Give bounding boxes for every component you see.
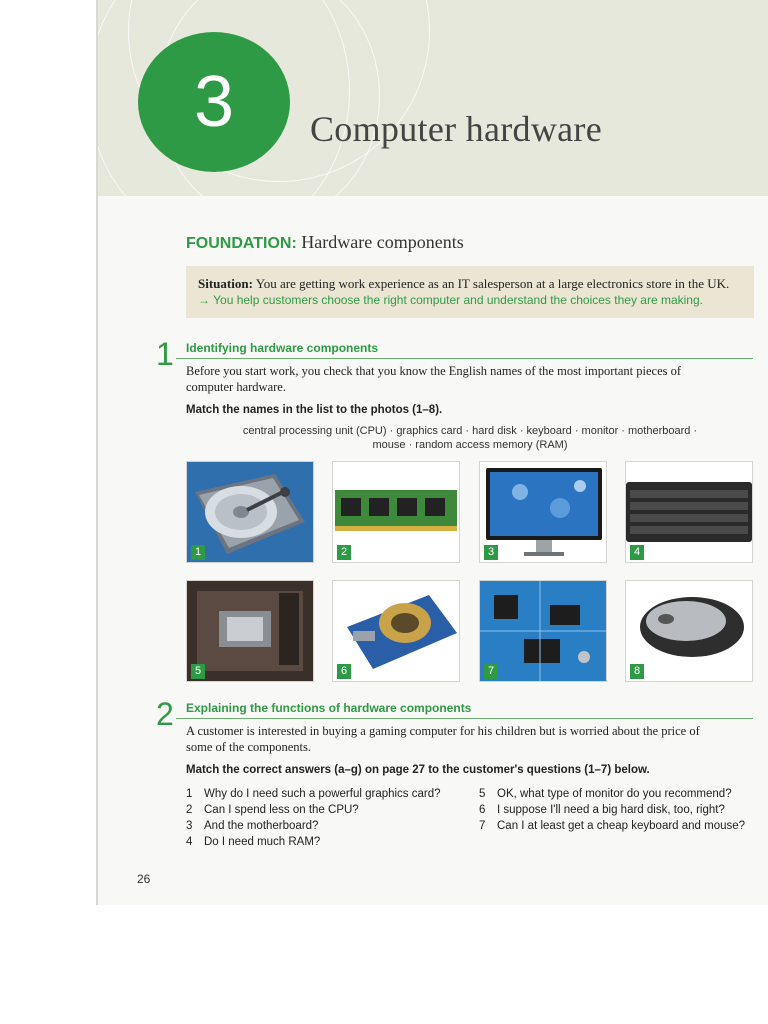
word-list <box>186 424 754 452</box>
question-number: 1 <box>186 788 193 800</box>
question-number: 3 <box>186 820 193 832</box>
section-2-title: Explaining the functions of hardware components <box>186 701 472 715</box>
question-item <box>479 804 725 816</box>
keyboard-image <box>626 462 752 562</box>
question-text: And the motherboard? <box>204 820 319 832</box>
question-number: 2 <box>186 804 193 816</box>
section-2-rule <box>176 718 753 719</box>
question-item <box>186 804 359 816</box>
section-1-rule <box>176 358 753 359</box>
question-item <box>186 820 318 832</box>
photo-number: 2 <box>337 545 351 560</box>
question-item <box>186 788 441 800</box>
section-1-title: Identifying hardware components <box>186 341 379 355</box>
question-item <box>479 788 732 800</box>
cpu-image <box>187 581 313 681</box>
section-1-intro-line-2: computer hardware. <box>186 380 286 394</box>
photo-cpu <box>186 580 314 682</box>
photo-graphics-card <box>332 580 460 682</box>
photo-number: 7 <box>484 664 498 679</box>
question-number: 6 <box>479 804 486 816</box>
chapter-number-badge <box>138 32 290 172</box>
situation-box <box>186 266 754 318</box>
question-item <box>479 820 745 832</box>
question-number: 7 <box>479 820 486 832</box>
photo-monitor <box>479 461 607 563</box>
monitor-image <box>480 462 606 562</box>
situation-label: Situation: <box>198 276 253 291</box>
section-2-intro-line-1: A customer is interested in buying a gaming computer for his children but is worried about the price of <box>186 724 700 738</box>
photo-hard-disk <box>186 461 314 563</box>
graphics-card-image <box>333 581 459 681</box>
situation-line <box>198 276 729 292</box>
photo-mouse <box>625 580 753 682</box>
photo-ram <box>332 461 460 563</box>
photo-motherboard <box>479 580 607 682</box>
photo-number: 8 <box>630 664 644 679</box>
section-1-intro-line-1: Before you start work, you check that you know the English names of the most important pieces of <box>186 364 682 378</box>
mouse-image <box>626 581 752 681</box>
photo-number: 4 <box>630 545 644 560</box>
question-item <box>186 836 320 848</box>
chapter-title: Computer hardware <box>310 109 602 149</box>
question-text: Do I need much RAM? <box>204 836 321 848</box>
section-2-intro-line-2: some of the components. <box>186 740 311 754</box>
question-text: Can I spend less on the CPU? <box>204 804 359 816</box>
section-2-number: 2 <box>156 696 174 732</box>
word-list-line-2: mouse · random access memory (RAM) <box>372 439 568 451</box>
question-text: I suppose I'll need a big hard disk, too, right? <box>497 804 725 816</box>
word-list-line-1: central processing unit (CPU) · graphics card · hard disk · keyboard · monitor · motherboard · <box>242 425 698 437</box>
chapter-number: 3 <box>193 62 235 142</box>
photo-number: 6 <box>337 664 351 679</box>
foundation-title: Hardware components <box>301 232 464 252</box>
photo-number: 3 <box>484 545 498 560</box>
situation-text: You are getting work experience as an IT salesperson at a large electronics store in the UK. <box>255 276 730 291</box>
question-number: 5 <box>479 788 486 800</box>
question-number: 4 <box>186 836 193 848</box>
question-text: Can I at least get a cheap keyboard and mouse? <box>497 820 746 832</box>
section-1-number: 1 <box>156 336 174 372</box>
motherboard-image <box>480 581 606 681</box>
ram-image <box>333 462 459 562</box>
photo-keyboard <box>625 461 753 563</box>
question-text: OK, what type of monitor do you recommend? <box>497 788 732 800</box>
question-text: Why do I need such a powerful graphics card? <box>204 788 441 800</box>
situation-goal: → You help customers choose the right computer and understand the choices they are making. <box>198 293 703 307</box>
section-1-instruction: Match the names in the list to the photos (1–8). <box>186 404 443 416</box>
section-2-instruction: Match the correct answers (a–g) on page 27 to the customer's questions (1–7) below. <box>186 764 650 776</box>
photo-number: 5 <box>191 664 205 679</box>
page-number: 26 <box>137 872 151 886</box>
foundation-label: FOUNDATION: <box>186 235 297 252</box>
hard-disk-image <box>187 462 313 562</box>
photo-number: 1 <box>191 545 205 560</box>
foundation-heading <box>186 232 464 253</box>
